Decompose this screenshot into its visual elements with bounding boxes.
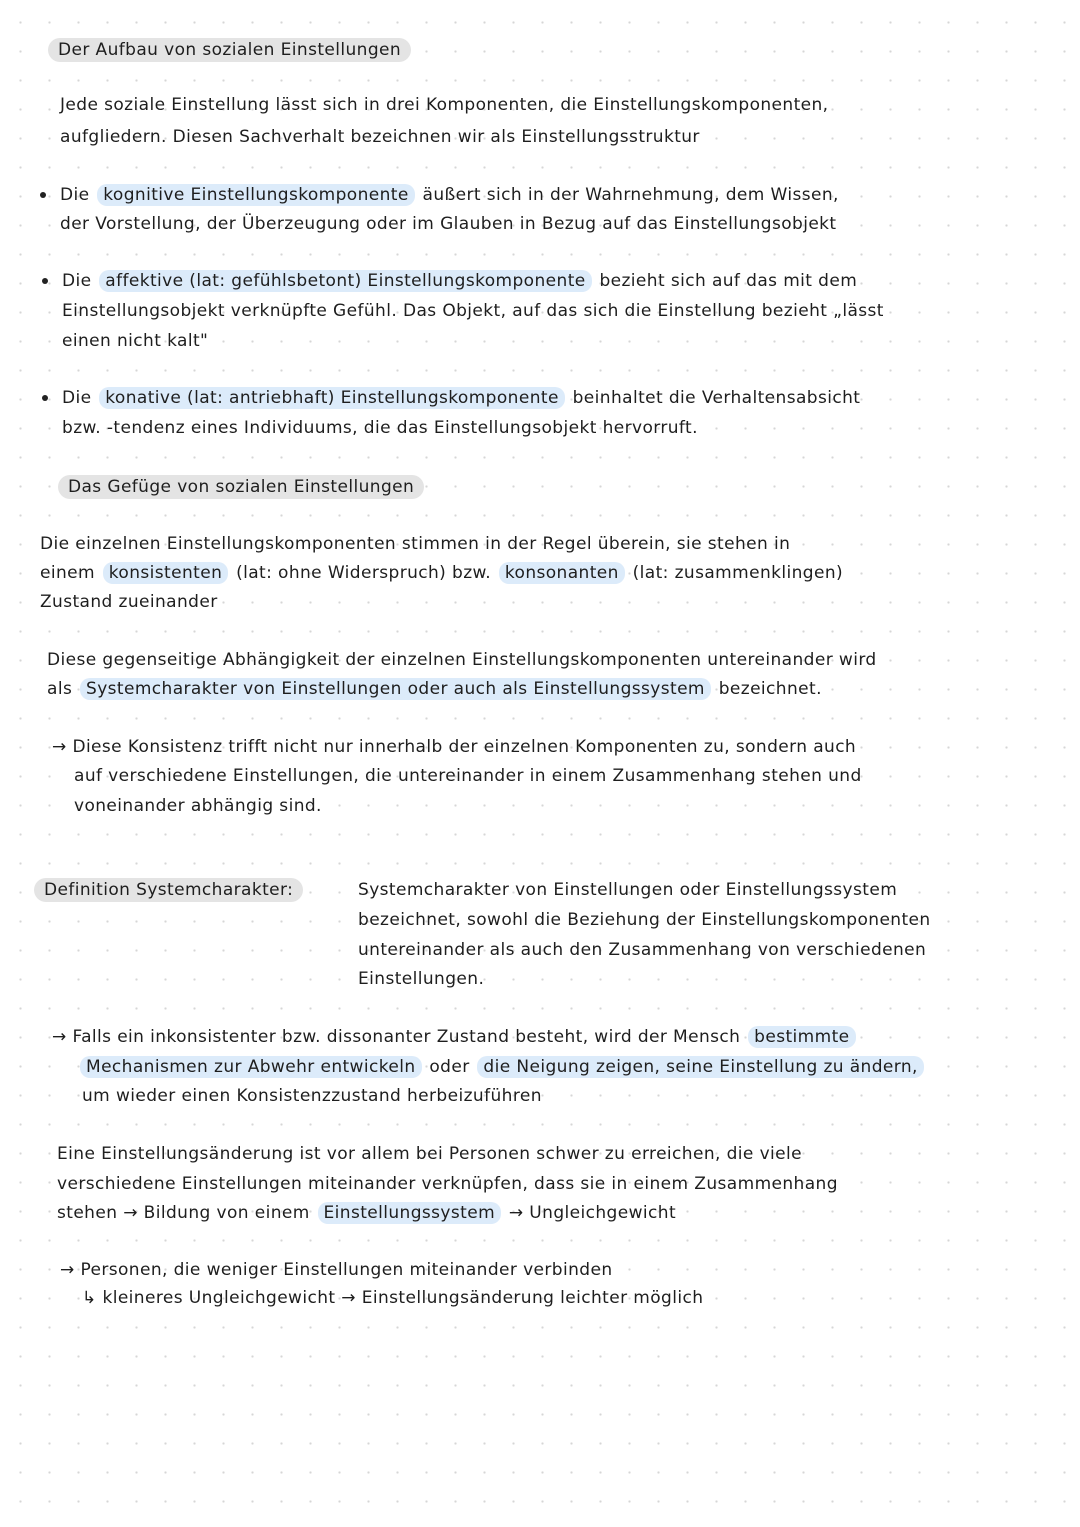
arrow-inkonsistent-line xyxy=(80,1055,924,1079)
definition-text-line xyxy=(356,967,486,991)
text-segment: auf verschiedene Einstellungen, die untereinander in einem Zusammenhang stehen und xyxy=(74,766,862,786)
text-segment: bezeichnet, sowohl die Beziehung der Einstellungskomponenten xyxy=(358,910,931,930)
text-segment: bzw. -tendenz eines Individuums, die das Einstellungsobjekt hervorruft. xyxy=(62,418,698,438)
intro-line xyxy=(58,125,702,149)
arrow-inkonsistent-line xyxy=(50,1025,856,1049)
bullet-affektiv-line xyxy=(60,269,859,293)
text-segment: Einstellungen. xyxy=(358,969,485,989)
arrow-konsistenz-line xyxy=(72,764,864,788)
definition-text-line xyxy=(356,908,933,932)
bullet-point-icon xyxy=(40,192,46,198)
text-segment: aufgliedern. Diesen Sachverhalt bezeichnen wir als Einstellungsstruktur xyxy=(60,127,700,147)
text-segment: → Falls ein inkonsistenter bzw. dissonanter Zustand besteht, wird der Mensch xyxy=(52,1027,741,1047)
heading-aufbau-line xyxy=(48,38,411,62)
text-segment: untereinander als auch den Zusammenhang von verschiedenen xyxy=(358,940,927,960)
text-segment: Die xyxy=(62,271,92,291)
section-heading: Definition Systemcharakter: xyxy=(34,878,303,902)
text-segment: → Diese Konsistenz trifft nicht nur innerhalb der einzelnen Komponenten zu, sondern auch xyxy=(52,737,857,757)
abhaengigkeit-line xyxy=(45,677,824,701)
highlighted-term: Einstellungssystem xyxy=(318,1202,502,1224)
text-segment: oder xyxy=(429,1057,470,1077)
text-segment: einem xyxy=(40,563,95,583)
text-segment: um wieder einen Konsistenzzustand herbeizuführen xyxy=(82,1086,542,1106)
text-segment: Diese gegenseitige Abhängigkeit der einzelnen Einstellungskomponenten untereinander wird xyxy=(47,650,877,670)
bullet-point-icon xyxy=(42,395,48,401)
text-segment: beinhaltet die Verhaltensabsicht xyxy=(572,388,861,408)
text-segment: (lat: ohne Widerspruch) bzw. xyxy=(236,563,492,583)
text-segment: Systemcharakter von Einstellungen oder Einstellungssystem xyxy=(358,880,898,900)
text-segment: → Personen, die weniger Einstellungen miteinander verbinden xyxy=(60,1260,613,1280)
bullet-konativ-line xyxy=(60,386,862,410)
bullet-point-icon xyxy=(42,278,48,284)
definition-text-line xyxy=(356,938,928,962)
text-segment: Eine Einstellungsänderung ist vor allem bei Personen schwer zu erreichen, die viele xyxy=(57,1144,803,1164)
highlighted-term: Systemcharakter von Einstellungen oder auch als Einstellungssystem xyxy=(80,678,711,700)
definition-label-line xyxy=(34,878,303,902)
text-segment: Die einzelnen Einstellungskomponenten stimmen in der Regel überein, sie stehen in xyxy=(40,534,791,554)
text-segment: stehen → Bildung von einem xyxy=(57,1203,310,1223)
text-segment: der Vorstellung, der Überzeugung oder im Glauben in Bezug auf das Einstellungsobjekt xyxy=(60,214,837,234)
aenderung-line xyxy=(55,1172,840,1196)
abhaengigkeit-line xyxy=(45,648,879,672)
arrow-personen-line xyxy=(80,1286,705,1310)
aenderung-line xyxy=(55,1201,678,1225)
text-segment: Die xyxy=(62,388,92,408)
text-segment: ↳ kleineres Ungleichgewicht → Einstellungsänderung leichter möglich xyxy=(82,1288,704,1308)
section-heading: Der Aufbau von sozialen Einstellungen xyxy=(48,38,411,62)
bullet-affektiv-line xyxy=(60,299,886,323)
highlighted-term: konsistenten xyxy=(103,562,228,584)
bullet-kognitiv-line xyxy=(58,183,841,207)
highlighted-term: konative (lat: antriebhaft) Einstellungskomponente xyxy=(99,387,565,409)
text-segment: bezeichnet. xyxy=(718,679,822,699)
text-segment: verschiedene Einstellungen miteinander verknüpfen, dass sie in einem Zusammenhang xyxy=(57,1174,838,1194)
text-segment: bezieht sich auf das mit dem xyxy=(599,271,858,291)
bullet-affektiv-line xyxy=(60,329,210,353)
highlighted-term: affektive (lat: gefühlsbetont) Einstellungskomponente xyxy=(99,270,591,292)
konsistenz-line xyxy=(38,561,845,585)
text-segment: einen nicht kalt" xyxy=(62,331,209,351)
highlighted-term: kognitive Einstellungskomponente xyxy=(97,184,414,206)
text-segment: äußert sich in der Wahrnehmung, dem Wissen, xyxy=(422,185,839,205)
arrow-konsistenz-line xyxy=(50,735,858,759)
arrow-konsistenz-line xyxy=(72,794,324,818)
aenderung-line xyxy=(55,1142,804,1166)
arrow-inkonsistent-line xyxy=(80,1084,544,1108)
konsistenz-line xyxy=(38,532,792,556)
intro-line xyxy=(58,93,830,117)
section-heading: Das Gefüge von sozialen Einstellungen xyxy=(58,475,424,499)
definition-text-line xyxy=(356,878,899,902)
text-segment: Jede soziale Einstellung lässt sich in drei Komponenten, die Einstellungskomponenten, xyxy=(60,95,829,115)
highlighted-term: die Neigung zeigen, seine Einstellung zu ändern, xyxy=(477,1056,923,1078)
text-segment: voneinander abhängig sind. xyxy=(74,796,322,816)
bullet-konativ-line xyxy=(60,416,700,440)
konsistenz-line xyxy=(38,590,220,614)
arrow-personen-line xyxy=(58,1258,615,1282)
highlighted-term: bestimmte xyxy=(748,1026,855,1048)
bullet-kognitiv-line xyxy=(58,212,839,236)
highlighted-term: Mechanismen zur Abwehr entwickeln xyxy=(80,1056,422,1078)
text-segment: Zustand zueinander xyxy=(40,592,218,612)
heading-gefuege-line xyxy=(58,475,424,499)
text-segment: als xyxy=(47,679,73,699)
highlighted-term: konsonanten xyxy=(499,562,625,584)
text-segment: → Ungleichgewicht xyxy=(508,1203,677,1223)
text-segment: (lat: zusammenklingen) xyxy=(632,563,844,583)
text-segment: Die xyxy=(60,185,90,205)
text-segment: Einstellungsobjekt verknüpfte Gefühl. Das Objekt, auf das sich die Einstellung bezieht „lässt xyxy=(62,301,884,321)
